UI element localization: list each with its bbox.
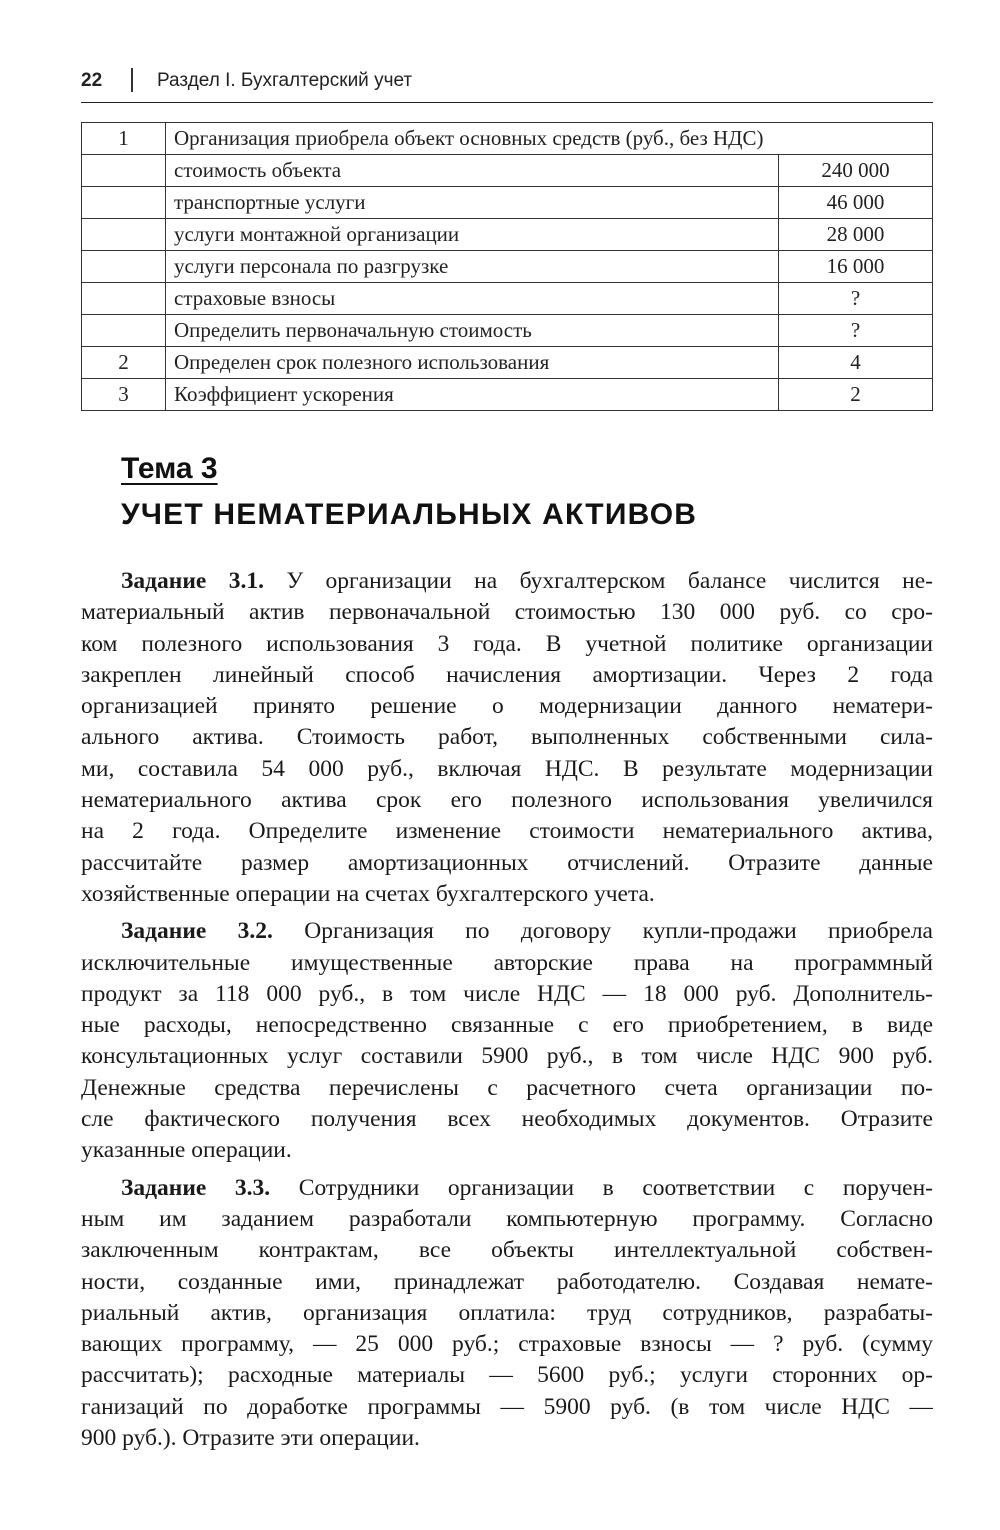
table-row	[82, 379, 933, 411]
paragraph-line: ми, составила 54 000 руб., включая НДС. В результате модернизации	[81, 755, 933, 782]
header-divider	[131, 68, 133, 92]
task-3-3	[81, 1173, 933, 1455]
assets-table	[81, 122, 933, 411]
row-number	[82, 315, 166, 347]
paragraph-line: нематериального актива срок его полезного использования увеличился	[81, 787, 933, 814]
row-label: услуги монтажной организации	[166, 219, 779, 251]
row-label: Определить первоначальную стоимость	[166, 315, 779, 347]
row-number: 2	[82, 347, 166, 379]
paragraph-line	[81, 1173, 933, 1204]
paragraph-line: продукт за 118 000 руб., в том числе НДС — 18 000 руб. Дополнитель-	[81, 980, 933, 1007]
paragraph-line: ком полезного использования 3 года. В учетной политике организации	[81, 630, 933, 657]
paragraph-line: материальный актив первоначальной стоимостью 130 000 руб. со сро-	[81, 599, 933, 626]
paragraph-line: сле фактического получения всех необходимых документов. Отразите	[81, 1106, 933, 1133]
table-row	[82, 315, 933, 347]
paragraph-line: ального актива. Стоимость работ, выполненных собственными сила-	[81, 724, 933, 751]
table-row	[82, 251, 933, 283]
paragraph-line	[81, 566, 933, 597]
paragraph-line: 900 руб.). Отразите эти операции.	[81, 1425, 420, 1452]
paragraph-line: ным им заданием разработали компьютерную программу. Согласно	[81, 1205, 933, 1232]
paragraph-line: исключительные имущественные авторские права на программный	[81, 949, 933, 976]
paragraph-line	[81, 916, 933, 947]
row-value: 2	[779, 379, 933, 411]
paragraph-line: рассчитать); расходные материалы — 5600 руб.; услуги сторонних ор-	[81, 1362, 933, 1389]
paragraph-line: вающих программу, — 25 000 руб.; страховые взносы — ? руб. (сумму	[81, 1331, 933, 1358]
table-row	[82, 187, 933, 219]
row-value: 16 000	[779, 251, 933, 283]
row-number: 1	[82, 123, 166, 155]
line-text: Организация по договору купли-продажи приобрела	[272, 918, 933, 945]
task-label: Задание 3.2.	[121, 918, 273, 945]
row-value: 4	[779, 347, 933, 379]
task-3-2	[81, 916, 933, 1166]
row-value: ?	[779, 283, 933, 315]
task-label: Задание 3.3.	[121, 1174, 271, 1201]
line-text: Сотрудники организации в соответствии с поручен-	[270, 1174, 933, 1201]
row-value: 28 000	[779, 219, 933, 251]
topic-label: Тема 3	[121, 452, 218, 485]
row-number	[82, 187, 166, 219]
row-label: транспортные услуги	[166, 187, 779, 219]
tasks-section	[81, 566, 933, 1460]
paragraph-line: закреплен линейный способ начисления амортизации. Через 2 года	[81, 661, 933, 688]
row-label: Организация приобрела объект основных средств (руб., без НДС)	[166, 123, 933, 155]
table-row	[82, 155, 933, 187]
section-title: Раздел I. Бухгалтерский учет	[157, 70, 413, 91]
row-label: Определен срок полезного использования	[166, 347, 779, 379]
row-label: страховые взносы	[166, 283, 779, 315]
table-row	[82, 123, 933, 155]
running-header	[81, 68, 933, 103]
paragraph-line: на 2 года. Определите изменение стоимости нематериального актива,	[81, 818, 933, 845]
topic-title: УЧЕТ НЕМАТЕРИАЛЬНЫХ АКТИВОВ	[121, 498, 698, 531]
paragraph-line: ные расходы, непосредственно связанные с его приобретением, в виде	[81, 1012, 933, 1039]
row-label: стоимость объекта	[166, 155, 779, 187]
row-value: 240 000	[779, 155, 933, 187]
task-3-1	[81, 566, 933, 910]
row-number: 3	[82, 379, 166, 411]
line-text: У организации на бухгалтерском балансе числится не-	[264, 568, 933, 594]
paragraph-line: ганизаций по доработке программы — 5900 руб. (в том числе НДС —	[81, 1393, 933, 1420]
table-row	[82, 347, 933, 379]
row-value: ?	[779, 315, 933, 347]
paragraph-line: указанные операции.	[81, 1137, 292, 1164]
row-number	[82, 283, 166, 315]
paragraph-line: ности, созданные ими, принадлежат работодателю. Создавая немате-	[81, 1268, 933, 1295]
paragraph-line: Денежные средства перечислены с расчетного счета организации по-	[81, 1074, 933, 1101]
table-row	[82, 219, 933, 251]
row-number	[82, 155, 166, 187]
table-row	[82, 283, 933, 315]
paragraph-line: заключенным контрактам, все объекты интеллектуальной собствен-	[81, 1237, 933, 1264]
row-value: 46 000	[779, 187, 933, 219]
row-number	[82, 219, 166, 251]
paragraph-line: организацией принято решение о модернизации данного нематери-	[81, 693, 933, 720]
paragraph-line: хозяйственные операции на счетах бухгалтерского учета.	[81, 880, 655, 907]
task-label: Задание 3.1.	[121, 568, 264, 594]
row-label: Коэффициент ускорения	[166, 379, 779, 411]
row-label: услуги персонала по разгрузке	[166, 251, 779, 283]
paragraph-line: риальный актив, организация оплатила: труд сотрудников, разрабаты-	[81, 1299, 933, 1326]
paragraph-line: рассчитайте размер амортизационных отчислений. Отразите данные	[81, 849, 933, 876]
page-number: 22	[81, 70, 103, 91]
paragraph-line: консультационных услуг составили 5900 руб., в том числе НДС 900 руб.	[81, 1043, 933, 1070]
row-number	[82, 251, 166, 283]
